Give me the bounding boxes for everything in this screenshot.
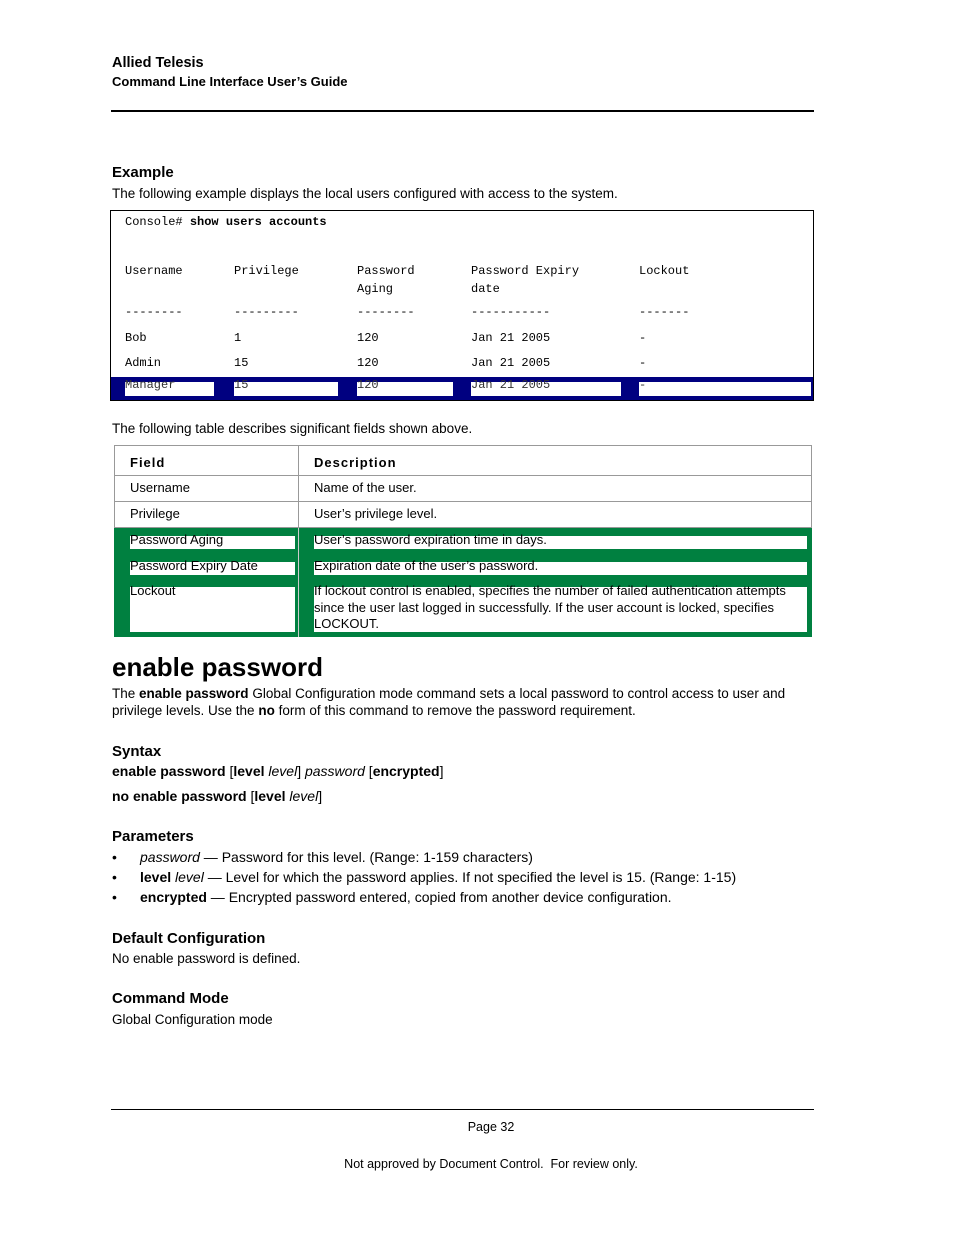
desc-lockout-line3: LOCKOUT. [314,616,380,631]
syntax-bracket: [ [225,763,234,779]
syntax-bracket: [ [364,763,373,779]
dash-lockout: ------- [639,305,690,319]
example-intro: The following example displays the local users configured with access to the system. [112,186,618,201]
dash-aging: -------- [357,305,415,319]
guide-title: Command Line Interface User’s Guide [112,74,348,89]
row-admin-username: Admin [125,356,162,370]
green-column-divider [298,528,299,637]
th-field: Field [130,455,166,470]
col-header-username: Username [125,264,183,278]
footer-divider [111,1109,814,1110]
param-text: — Password for this level. (Range: 1-159 characters) [199,849,533,865]
param-term: level [140,869,172,885]
syntax-bracket: [ [246,788,255,804]
parameters-heading: Parameters [112,828,194,845]
desc-lockout-line2: since the user last logged in successfully. If the user account is locked, specifies [314,599,775,615]
desc-text-4: form of this command to remove the password requirement. [274,703,636,718]
command-mode-heading: Command Mode [112,990,229,1007]
row-bob-aging: 120 [357,331,379,345]
console-command-line [125,215,327,229]
header-divider [111,110,814,112]
bullet-icon: • [112,889,117,905]
row-bob-privilege: 1 [234,331,242,345]
section-description [112,685,817,719]
syntax-bracket: ] [439,763,444,779]
row-manager-username: Manager [125,378,176,392]
desc-text-1: The [112,686,140,701]
fields-table [114,445,812,637]
syntax-cmd: enable password [112,763,226,779]
col-header-password: Password [357,264,415,278]
row-bob-lockout: - [639,331,647,345]
param-item-encrypted [112,889,672,905]
row-manager-aging: 120 [357,378,379,392]
col-header-expiry: Password Expiry [471,264,580,278]
syntax-password-arg: password [304,763,365,779]
col-header-privilege: Privilege [234,264,299,278]
bullet-icon: • [112,869,117,885]
default-config-text: No enable password is defined. [112,951,301,966]
syntax-bracket: ] [297,763,305,779]
row-bob-username: Bob [125,331,147,345]
syntax-level-kw: level [233,763,265,779]
command-mode-text: Global Configuration mode [112,1012,273,1027]
hl-cell-username [125,378,214,396]
th-description: Description [314,455,397,470]
hl-cell-aging [357,378,453,396]
row-manager-lockout: - [639,378,647,392]
desc-text-3: privilege levels. Use the [112,703,259,718]
dash-username: -------- [125,305,183,319]
review-note: Not approved by Document Control. For review only. [344,1157,638,1171]
syntax-heading: Syntax [112,743,162,760]
col-header-aging: Aging [357,282,394,296]
desc-username: Name of the user. [314,480,417,495]
section-title: enable password [112,652,323,682]
row-admin-privilege: 15 [234,356,249,370]
hl-cell-lockout [639,378,811,396]
console-output [110,210,814,401]
param-text: — Encrypted password entered, copied from another device configuration. [206,889,672,905]
param-item-password [112,849,533,865]
param-term-italic: level [175,869,204,885]
param-term: encrypted [140,889,207,905]
hl-cell-expiry [471,378,621,396]
row-admin-aging: 120 [357,356,379,370]
row-admin-expiry: Jan 21 2005 [471,356,551,370]
row-manager-expiry: Jan 21 2005 [471,378,551,392]
desc-lockout-line1: If lockout control is enabled, specifies the number of failed authentication attempts [314,583,786,598]
syntax-level-kw: level [254,788,286,804]
desc-bold-2: no [258,703,275,718]
syntax-level-arg: level [268,763,298,779]
highlighted-row [111,377,813,400]
desc-text-2: Global Configuration mode command sets a local password to control access to user and [248,686,786,701]
syntax-bracket: ] [318,788,323,804]
desc-expiry-date: Expiration date of the user’s password. [314,558,539,573]
syntax-no-cmd: no enable password [112,788,247,804]
col-header-lockout: Lockout [639,264,690,278]
row-bob-expiry: Jan 21 2005 [471,331,551,345]
field-username: Username [130,480,190,495]
param-text: — Level for which the password applies. If not specified the level is 15. (Range: 1-15) [203,869,737,885]
desc-bold-1: enable password [139,686,249,701]
fields-intro: The following table describes significant fields shown above. [112,421,473,436]
syntax-line-2 [112,788,322,805]
example-heading: Example [112,164,174,181]
desc-password-aging: User’s password expiration time in days. [314,532,547,547]
row-manager-privilege: 15 [234,378,249,392]
param-item-level [112,869,736,885]
field-privilege: Privilege [130,506,180,521]
row-admin-lockout: - [639,356,647,370]
company-name: Allied Telesis [112,55,204,71]
dash-expiry: ----------- [471,305,551,319]
dash-privilege: --------- [234,305,299,319]
desc-lockout [314,583,786,633]
col-header-date: date [471,282,500,296]
field-expiry-date: Password Expiry Date [130,558,258,573]
desc-privilege: User’s privilege level. [314,506,438,521]
field-password-aging: Password Aging [130,532,224,547]
param-term: password [140,849,200,865]
bullet-icon: • [112,849,117,865]
hl-cell-privilege [234,378,338,396]
field-lockout: Lockout [130,583,176,598]
syntax-line-1 [112,763,444,780]
default-config-heading: Default Configuration [112,930,266,947]
syntax-level-arg: level [289,788,319,804]
console-prompt: Console# [125,215,190,229]
console-command: show users accounts [189,215,327,229]
syntax-encrypted-kw: encrypted [372,763,440,779]
page-number: Page 32 [467,1120,515,1134]
